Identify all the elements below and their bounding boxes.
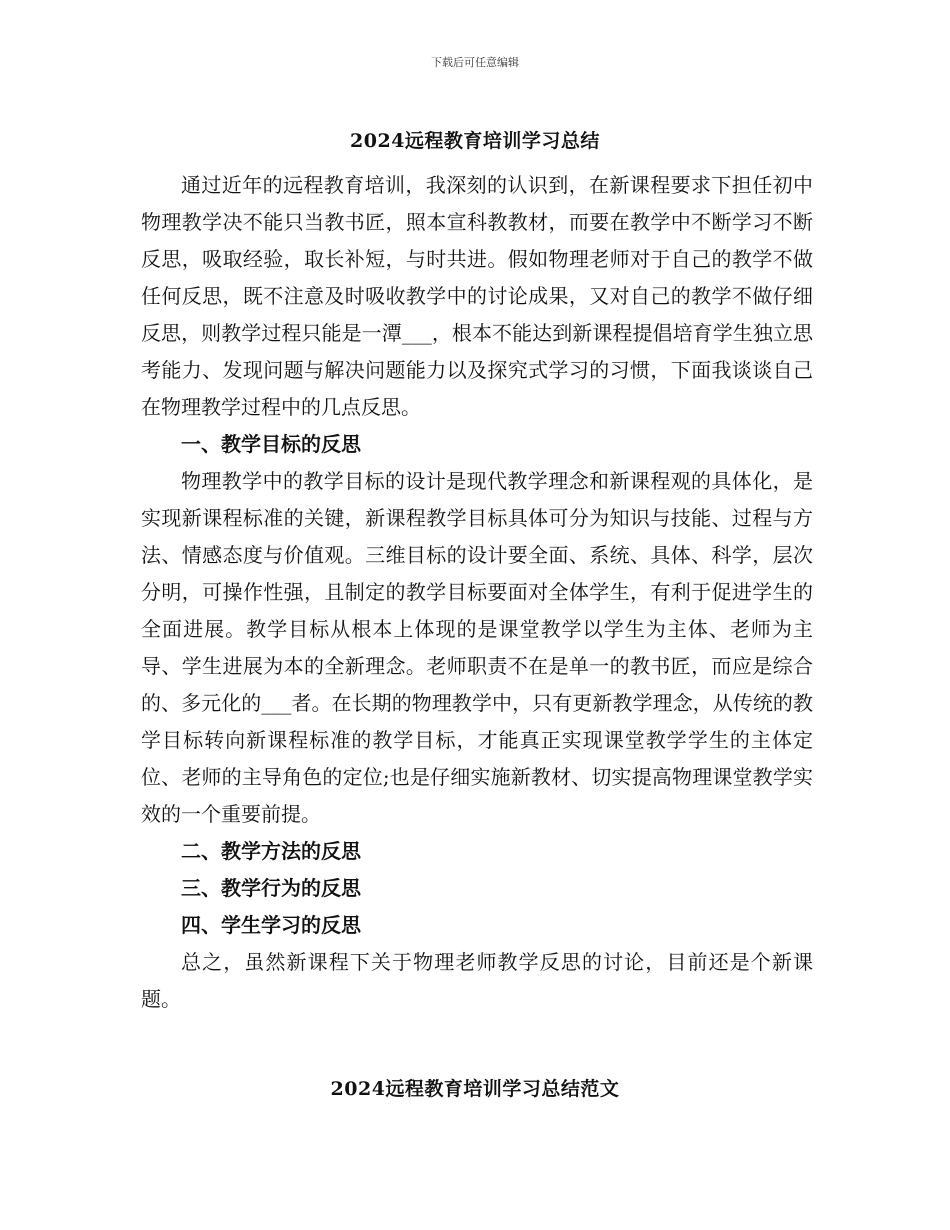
section-heading-teaching-goals: 一、教学目标的反思: [181, 432, 361, 456]
next-document-title: 2024远程教育培训学习总结范文: [330, 1078, 620, 1100]
section-heading-teaching-behavior: 三、教学行为的反思: [181, 876, 361, 900]
document-body: [141, 167, 813, 1018]
intro-paragraph: 通过近年的远程教育培训，我深刻的认识到，在新课程要求下担任初中物理教学决不能只当教书匠，照本宣科教教材，而要在教学中不断学习不断反思，吸取经验，取长补短，与时共进。假如物理老师对于自己的教学不做任何反思，既不注意及时吸收教学中的讨论成果，又对自己的教学不做仔细反思，则教学过程只能是一潭___，根本不能达到新课程提倡培育学生独立思考能力、发现问题与解决问题能力以及探究式学习的习惯，下面我谈谈自己在物理教学过程中的几点反思。: [141, 173, 813, 419]
document-title: 2024远程教育培训学习总结: [350, 130, 600, 152]
page-header-note: 下载后可任意编辑: [431, 56, 519, 69]
section-body-teaching-goals: 物理教学中的教学目标的设计是现代教学理念和新课程观的具体化，是实现新课程标准的关键，新课程教学目标具体可分为知识与技能、过程与方法、情感态度与价值观。三维目标的设计要全面、系统、具体、科学，层次分明，可操作性强，且制定的教学目标要面对全体学生，有利于促进学生的全面进展。教学目标从根本上体现的是课堂教学以学生为主体、老师为主导、学生进展为本的全新理念。老师职责不在是单一的教书匠，而应是综合的、多元化的___者。在长期的物理教学中，只有更新教学理念，从传统的教学目标转向新课程标准的教学目标，才能真正实现课堂教学学生的主体定位、老师的主导角色的定位;也是仔细实施新教材、切实提高物理课堂教学实效的一个重要前提。: [141, 469, 813, 826]
section-heading-teaching-methods: 二、教学方法的反思: [181, 839, 361, 863]
section-heading-student-learning: 四、学生学习的反思: [181, 913, 361, 937]
conclusion-paragraph: 总之，虽然新课程下关于物理老师教学反思的讨论，目前还是个新课题。: [141, 950, 813, 1011]
